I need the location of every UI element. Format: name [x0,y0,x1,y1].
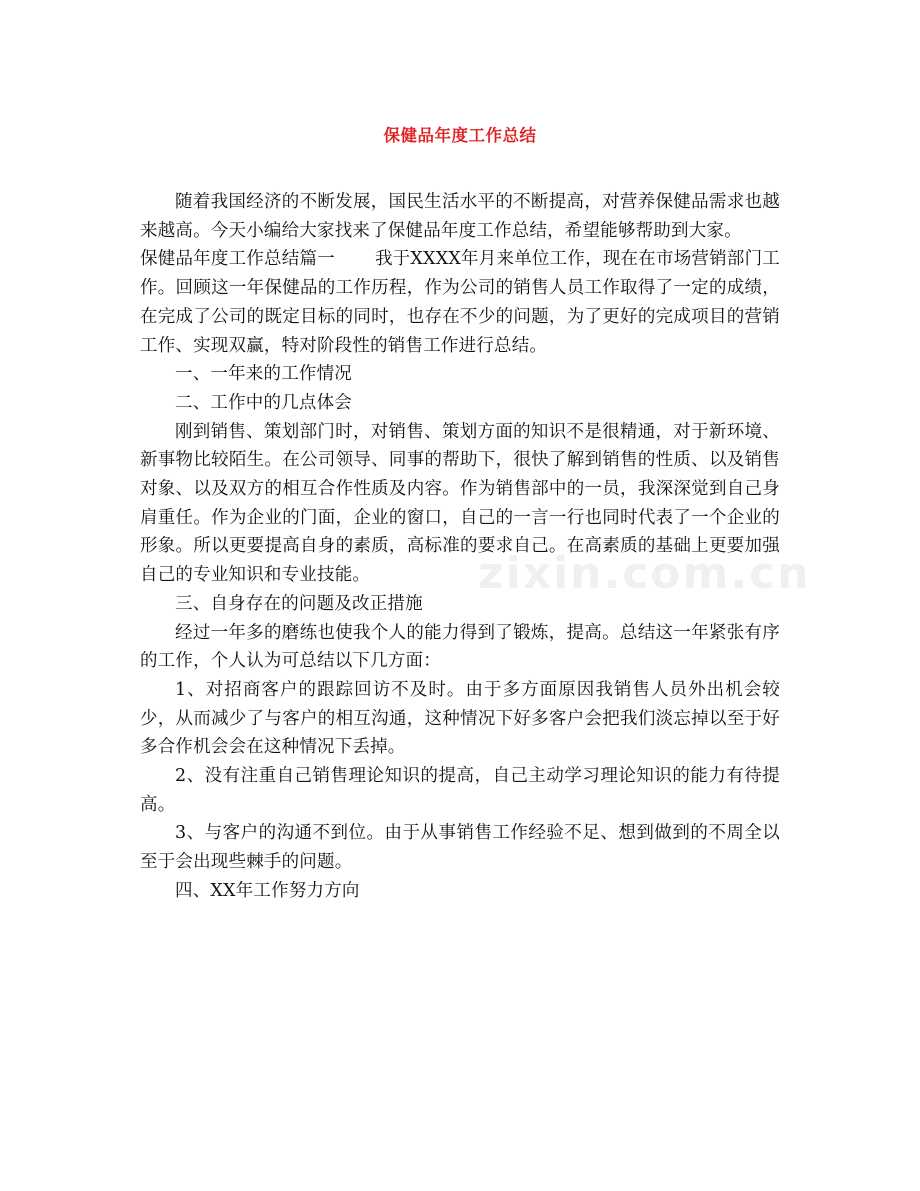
heading-problems: 三、自身存在的问题及改正措施 [175,593,423,614]
problem-item-3: 3、与客户的沟通不到位。由于从事销售工作经验不足、想到做到的不周全以至于会出现些棘手的问题。 [140,823,780,873]
problems-paragraph: 经过一年多的磨练也使我个人的能力得到了锻炼，提高。总结这一年紧张有序的工作，个人认为可总结以下几方面： [140,622,780,672]
section-text: 我于XXXX年月来单位工作，现在在市场营销部门工作。回顾这一年保健品的工作历程，作为公司的销售人员工作取得了一定的成绩，在完成了公司的既定目标的同时，也存在不少的问题，为了更好的完成项目的营销工作、实现双赢，特对阶段性的销售工作进行总结。 [140,249,781,356]
section-label: 保健品年度工作总结篇一 [140,249,335,270]
heading-direction: 四、XX年工作努力方向 [175,880,360,901]
intro-text: 随着我国经济的不断发展，国民生活水平的不断提高，对营养保健品需求也越来越高。今天小编给大家找来了保健品年度工作总结，希望能够帮助到大家。 [140,192,780,241]
intro-paragraph [140,188,780,245]
document-body [140,188,780,906]
heading-experience: 二、工作中的几点体会 [175,392,352,413]
experience-paragraph: 刚到销售、策划部门时，对销售、策划方面的知识不是很精通，对于新环境、新事物比较陌生。在公司领导、同事的帮助下，很快了解到销售的性质、以及销售对象、以及双方的相互合作性质及内容。作为销售部中的一员，我深深觉到自己身肩重任。作为企业的门面，企业的窗口，自己的一言一行也同时代表了一个企业的形象。所以更要提高自身的素质，高标准的要求自己。在高素质的基础上更要加强自己的专业知识和专业技能。 [140,421,780,586]
document-title: 保健品年度工作总结 [383,126,537,145]
section-paragraph [140,245,780,360]
watermark-text: zixin.com.cn [478,548,811,599]
problem-item-2: 2、没有注重自己销售理论知识的提高，自己主动学习理论知识的能力有待提高。 [140,766,780,815]
problem-item-1: 1、对招商客户的跟踪回访不及时。由于多方面原因我销售人员外出机会较少，从而减少了与客户的相互沟通，这种情况下好多客户会把我们淡忘掉以至于好多合作机会会在这种情况下丢掉。 [140,679,780,758]
heading-work-status: 一、一年来的工作情况 [175,364,352,385]
